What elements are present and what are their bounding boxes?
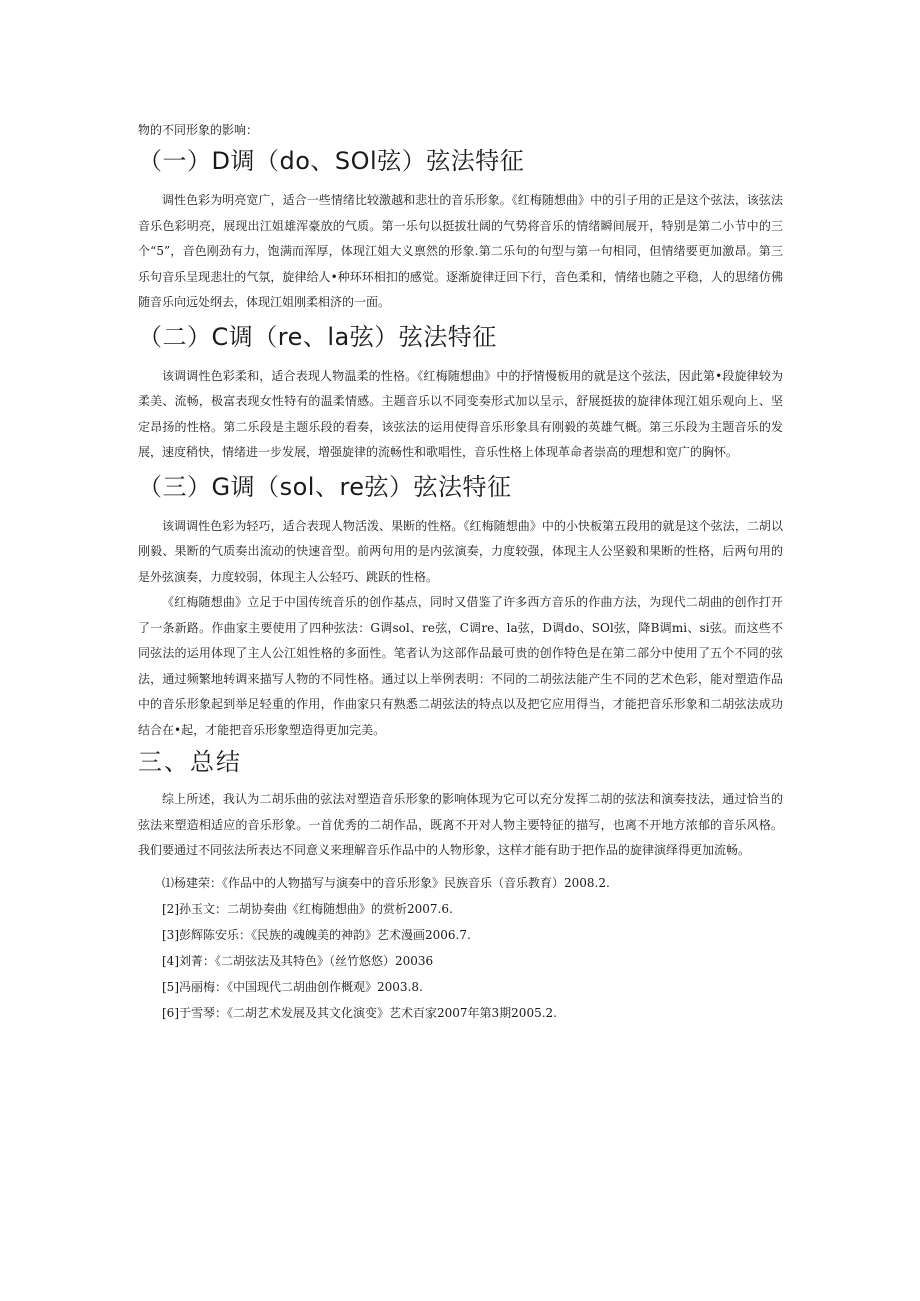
reference-item: [3]彭辉陈安乐：《民族的魂魄美的神韵》艺术漫画2006.7. xyxy=(162,927,471,942)
reference-item: [2]孙玉文：二胡协奏曲《红梅随想曲》的赏析2007.6. xyxy=(162,901,453,916)
summary-paragraph: 综上所述，我认为二胡乐曲的弦法对塑造音乐形象的影响体现为它可以充分发挥二胡的弦法和演奏技法，通过恰当的弦法来塑造相适应的音乐形象。一首优秀的二胡作品，既离不开对人物主要特征的描写，也离不开地方浓郁的音乐风格。我们要通过不同弦法所表达不同意义来理解音乐作品中的人物形象，这样才能有助于把作品的旋律演绎得更加流畅。 xyxy=(138,792,783,857)
reference-list xyxy=(138,870,783,1026)
reference-item: [4]刘菁：《二胡弦法及其特色》（丝竹悠悠）20036 xyxy=(162,953,434,968)
section-g-key xyxy=(138,472,783,744)
document-page xyxy=(138,120,783,1026)
lead-text: 物的不同形象的影响： xyxy=(138,123,259,137)
reference-item: [5]冯丽梅：《中国现代二胡曲创作概观》2003.8. xyxy=(162,979,423,994)
body-paragraph: 该调调性色彩柔和，适合表现人物温柔的性格。《红梅随想曲》中的抒情慢板用的就是这个弦法，因此第•段旋律较为柔美、流畅，极富表现女性特有的温柔情感。主题音乐以不同变奏形式加以呈示，舒展挺拔的旋律体现江姐乐观向上、坚定昂扬的性格。第二乐段是主题乐段的看奏，该弦法的运用使得音乐形象具有刚毅的英雄气概。第三乐段为主题音乐的发展，速度稍快，情绪进一步发展，增强旋律的流畅性和歌唱性，音乐性格上体现革命者崇高的理想和宽广的胸怀。 xyxy=(138,368,783,459)
section-d-key xyxy=(138,146,783,316)
section-heading: （三）G调（sol、re弦）弦法特征 xyxy=(138,472,512,501)
section-summary xyxy=(138,747,783,864)
section-heading: （一）D调（do、SOl弦）弦法特征 xyxy=(138,147,525,175)
summary-heading: 三、总结 xyxy=(138,748,242,776)
reference-item: [6]于雪琴：《二胡艺术发展及其文化演变》艺术百家2007年第3期2005.2. xyxy=(162,1005,557,1020)
reference-item: ⑴杨建荣：《作品中的人物描写与演奏中的音乐形象》民族音乐（音乐教育）2008.2. xyxy=(162,875,610,890)
body-paragraph: 调性色彩为明亮宽广，适合一些情绪比较激越和悲壮的音乐形象。《红梅随想曲》中的引子用的正是这个弦法，该弦法音乐色彩明亮，展现出江姐雄浑豪放的气质。第一乐句以挺拔壮阔的气势将音乐的情绪瞬间展开，特别是第二小节中的三个“5”，音色刚劲有力，饱满而浑厚，体现江姐大义禀然的形象.第二乐句的句型与第一句相同，但情绪要更加激昂。第三乐句音乐呈现悲壮的气氛，旋律给人•种环环相扣的感觉。逐渐旋律迂回下行，音色柔和，情绪也随之平稳，人的思绪仿佛随音乐向远处纲去，体现江姐刚柔相济的一面。 xyxy=(138,193,783,309)
body-paragraph: 《红梅随想曲》立足于中国传统音乐的创作基点，同时又借鉴了许多西方音乐的作曲方法，为现代二胡曲的创作打开了一条新路。作曲家主要使用了四种弦法：G调sol、re弦，C调re、la弦，D调do、SOl弦，降B调mi、si弦。而这些不同弦法的运用体现了主人公江姐性格的多面性。笔者认为这部作品最可贵的创作特色是在第二部分中使用了五个不同的弦法，通过频繁地转调来描写人物的不同性格。通过以上举例表明：不同的二胡弦法能产生不同的艺术色彩，能对塑造作品中的音乐形象起到举足轻重的作用，作曲家只有熟悉二胡弦法的特点以及把它应用得当，才能把音乐形象和二胡弦法成功结合在•起，才能把音乐形象塑造得更加完美。 xyxy=(138,595,783,737)
section-heading: （二）C调（re、la弦）弦法特征 xyxy=(138,322,497,351)
section-c-key xyxy=(138,322,783,466)
body-paragraph: 该调调性色彩为轻巧，适合表现人物活泼、果断的性格。《红梅随想曲》中的小快板第五段用的就是这个弦法，二胡以刚毅、果断的气质奏出流动的快速音型。前两句用的是内弦演奏，力度较强，体现主人公坚毅和果断的性格，后两句用的是外弦演奏，力度较弱，体现主人公轻巧、跳跃的性格。 xyxy=(138,518,783,584)
